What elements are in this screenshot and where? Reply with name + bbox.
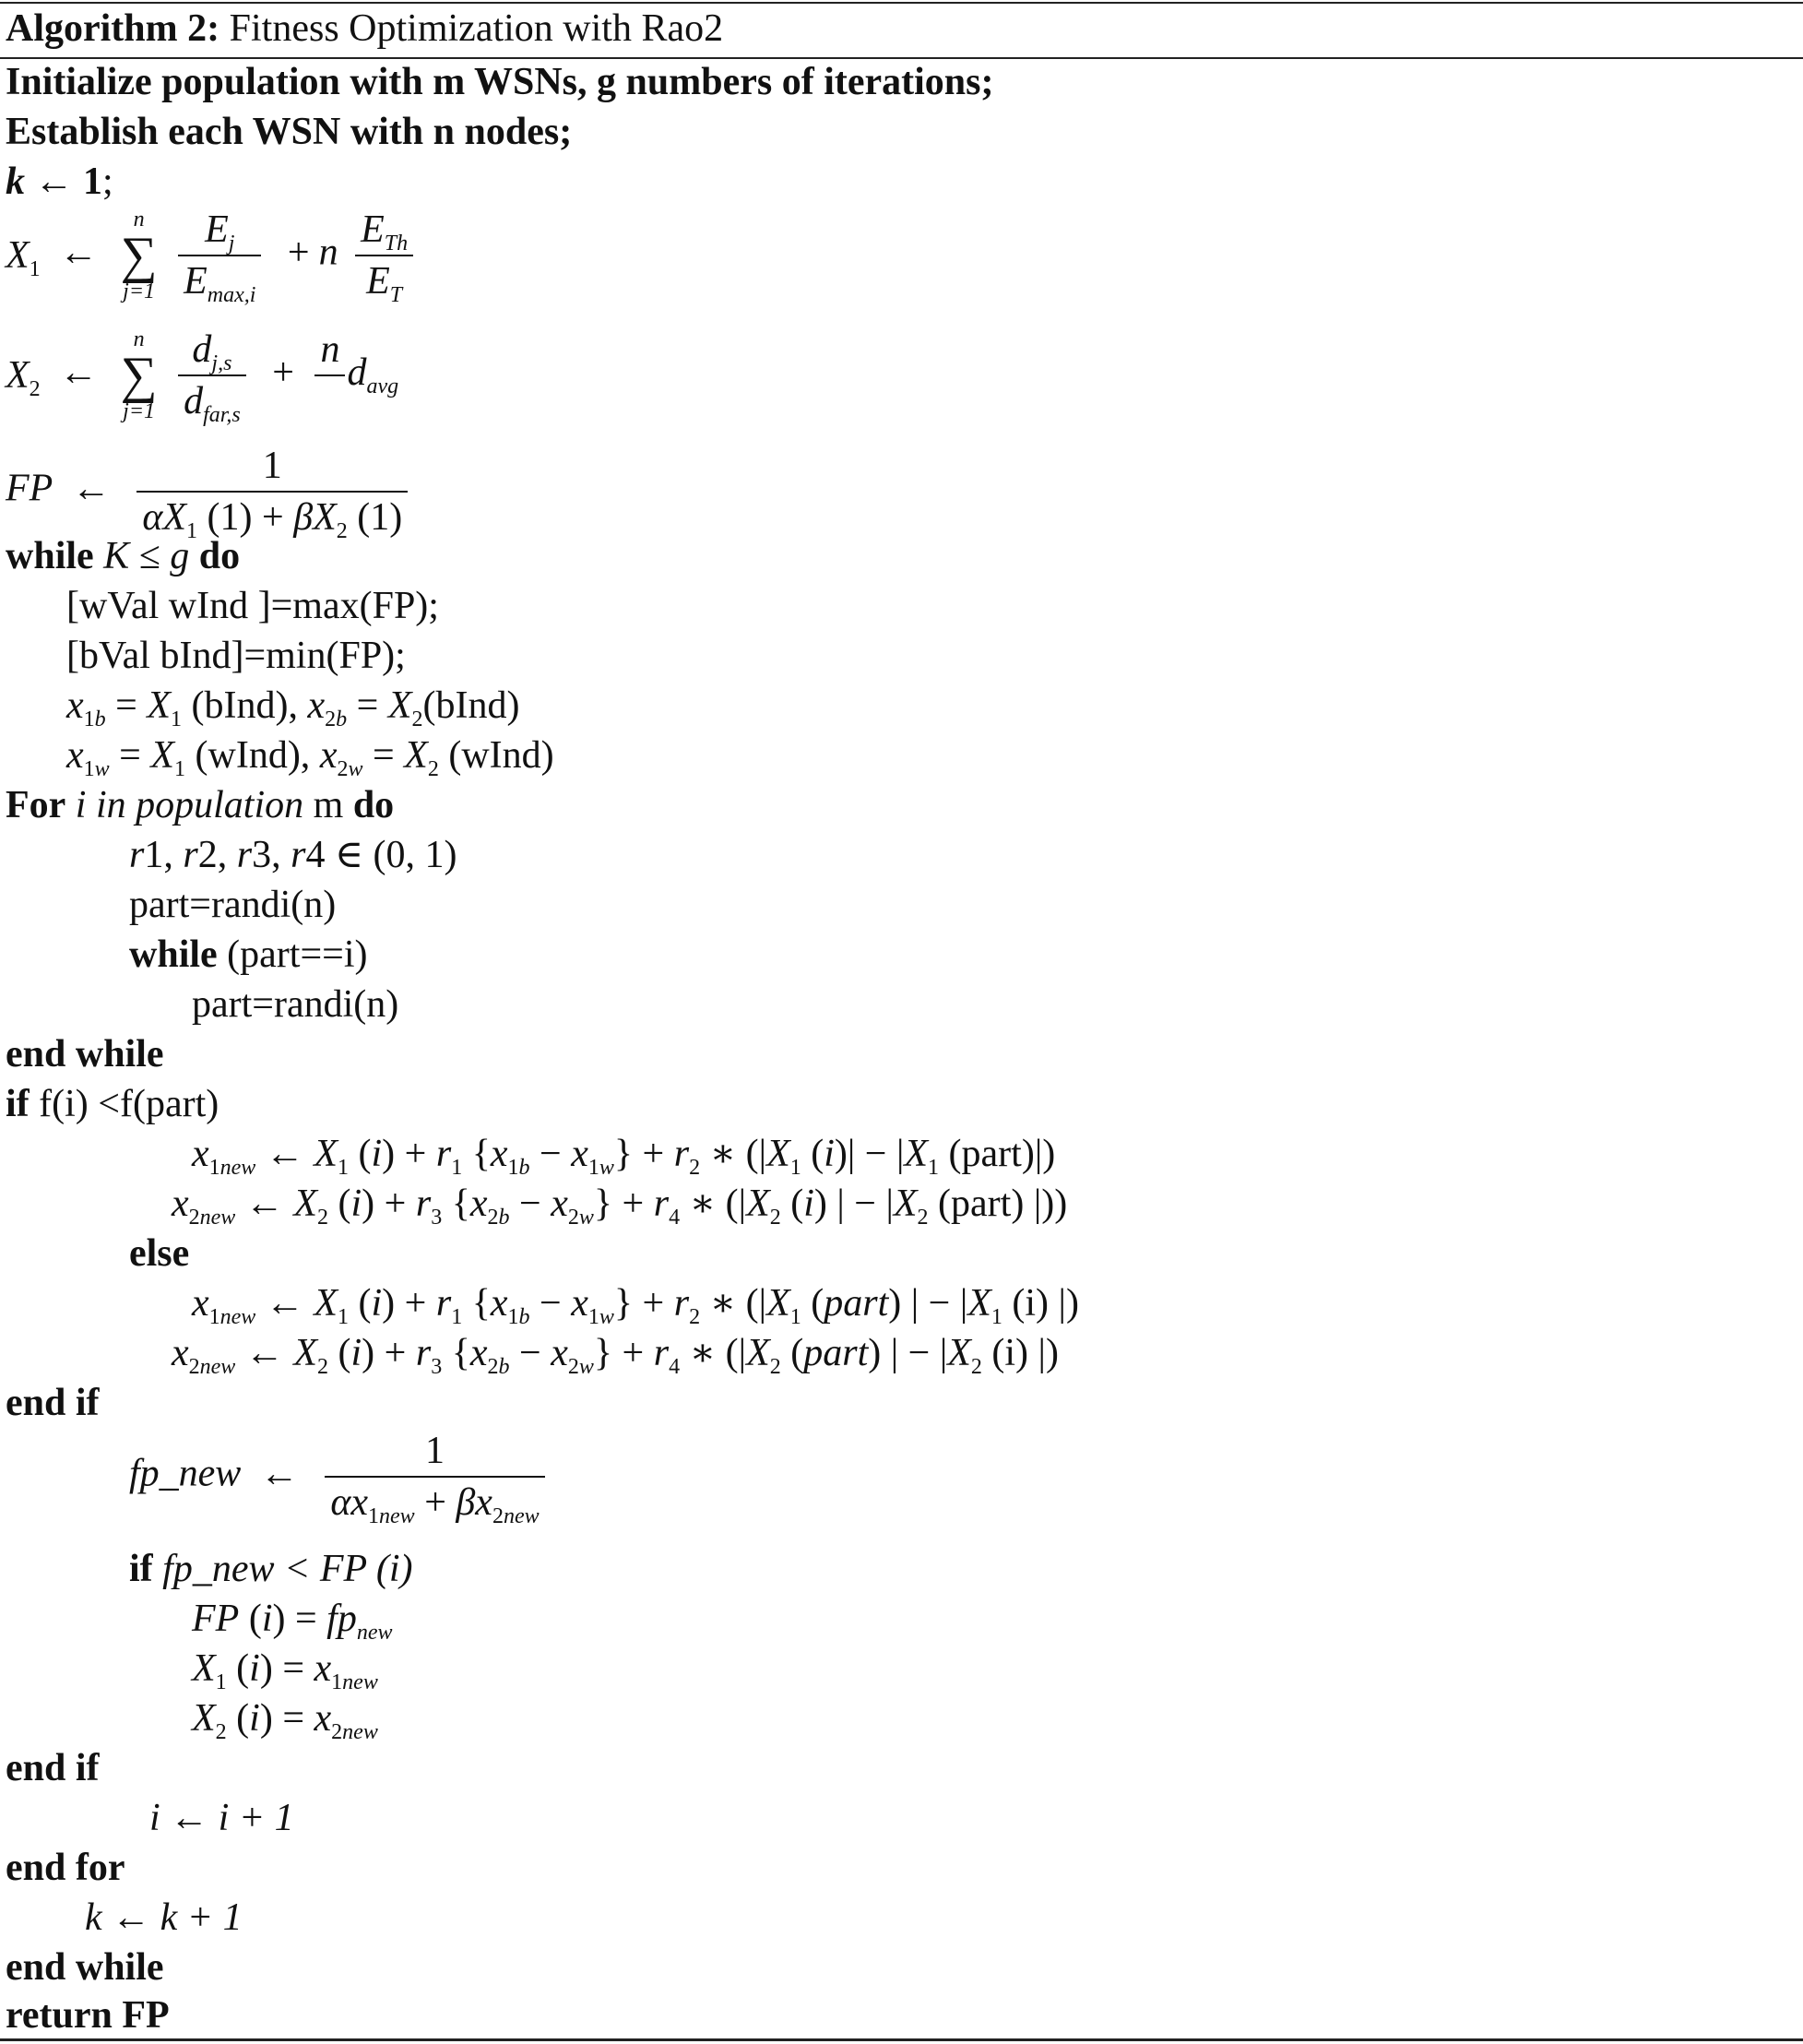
line-fp-formula: FP ← $\frac{1}{\alpha X_1 (1) + \beta X_2 (1)}$ [6,441,415,541]
if-keyword: if [6,1083,30,1125]
line-part-randi-inner [192,981,398,1028]
line-establish [6,109,572,155]
fp-fraction: $\frac{1}{\alpha X_1 (1) + \beta X_2 (1)}$ [136,441,408,542]
k-init-value: 1 [83,160,102,203]
algorithm-title: Fitness Optimization with Rao2 [219,7,724,50]
threshold-fraction: $\frac{E_{Th}}{E_T}$ [355,205,413,306]
fp-symbol: FP [6,467,53,510]
part-randi-inner-text: part=randi(n) [192,983,399,1026]
line-bval [66,633,406,679]
for-condition: i in population [75,784,304,826]
line-else [129,1230,189,1277]
line-if [6,1081,219,1127]
sum-symbol: n ∑ j=1 [120,208,158,303]
fp-new-symbol: fp_new [129,1452,242,1495]
line-part-randi [129,882,336,928]
end-while-keyword: end while [6,1033,164,1075]
while-keyword: while [6,535,94,577]
line-k-init: k ← 1; [6,160,113,203]
line-x2-assign: $X_2$ $(i) = x_{2new}$ [192,1697,378,1744]
energy-fraction: $\frac{E_j}{E_{max,i}}$ [178,205,261,306]
line-fp-new: fp_new ← $\frac{1}{\alpha x_{1new} + \beta x_{2new}}$ [129,1426,552,1529]
line-return [6,1992,170,2038]
line-while [6,533,240,579]
line-initialize [6,59,993,105]
distance-fraction: $\frac{d_{j,s}}{d_{far,s}}$ [178,325,246,426]
line-x1-assign: $X_1$ $(i) = x_{1new}$ [192,1647,378,1694]
line-i-increment [149,1795,294,1841]
while-condition: K ≤ g [103,535,190,577]
while-part-condition: (part==i) [217,933,368,976]
line-fp-assign: FP $(i) = fp_{new}$ [192,1598,393,1645]
x1-symbol: X [6,234,30,277]
line-x2-formula: $X_2$ ← n ∑ j=1 $\frac{d_{j,s}}{d_{far,s}}$ + n $d_{avg}$ [6,325,398,434]
line-end-if-2 [6,1745,100,1791]
end-for-keyword: end for [6,1847,125,1889]
bottom-rule [0,2038,1803,2041]
establish-text: Establish each WSN with n nodes; [6,111,573,153]
initialize-text: Initialize population with m WSNs, g numbers of iterations; [6,61,994,103]
line-end-while [6,1031,164,1077]
end-while-keyword: end while [6,1946,164,1989]
for-keyword: For [6,784,66,826]
wval-text: [wVal wInd ]=max(FP); [66,585,439,627]
return-text: return FP [6,1994,170,2037]
sum-symbol: n ∑ j=1 [120,327,158,423]
bval-text: [bVal bInd]=min(FP); [66,635,406,677]
k-increment-text: k ← k + 1 [85,1896,243,1939]
else-keyword: else [129,1232,190,1275]
line-if-fp-new: if fp_new < FP (i) [129,1548,413,1590]
end-if-keyword: end if [6,1382,100,1424]
top-rule [0,2,1803,4]
line-for: For i in population m do [6,784,395,826]
i-increment-text: i ← i + 1 [149,1797,294,1839]
if-condition: f(i) <f(part) [29,1083,219,1125]
while-keyword: while [129,933,218,976]
line-x2new-b: $x_{2new}$ ← $X_2$ $(i) + r_3$ $\{x_{2b} - x_{2w}\} + r_4$ ∗ ($|X_2$ (part) | − $|X_2$ (i) |) [172,1332,1059,1379]
line-k-increment [85,1895,243,1941]
part-randi-text: part=randi(n) [129,884,337,926]
line-x1new-b: $x_{1new}$ ← $X_1$ $(i) + r_1$ $\{x_{1b} - x_{1w}\} + r_2$ ∗ ($|X_1$ (part) | − $|X_1$ (i) |) [192,1282,1079,1329]
line-x1new-a: $x_{1new}$ ← $X_1$ $(i) + r_1$ $\{x_{1b} - x_{1w}\} + r_2$ ∗ ($|X_1$ $(i)| - |X_1$ (part)|) [192,1133,1056,1180]
algorithm-label: Algorithm 2: [6,7,220,50]
fp-new-fraction: $\frac{1}{\alpha x_{1new} + \beta x_{2new}}$ [325,1426,544,1527]
line-x2new-a: $x_{2new}$ ← $X_2$ $(i) + r_3$ $\{x_{2b} - x_{2w}\} + r_4$ ∗ ($|X_2$ (i) | − $|X_2$ (part) |)) [172,1182,1068,1230]
k-var: k [6,160,25,203]
line-end-while-2 [6,1944,164,1991]
if-fp-new-condition: fp_new < FP (i) [162,1548,413,1590]
line-random-r: r1, r2, r3, r4 ∈ (0, 1) [129,834,457,876]
line-xb: $x_{1b} = X_1$ (bInd), $x_{2b}$ = $X_2(bInd)$ [66,684,520,731]
line-end-if [6,1380,100,1426]
line-x1-formula: $X_1$ ← n ∑ j=1 $\frac{E_j}{E_{max,i}}$ + n $\frac{E_{Th}}{E_T}$ [6,205,421,314]
line-while-part [129,932,367,978]
line-wval [66,583,439,629]
line-end-for [6,1845,125,1891]
n-fraction: n [314,325,345,426]
x2-symbol: X [6,354,30,397]
do-keyword: do [198,535,241,577]
algorithm-header [6,6,723,52]
end-if-keyword: end if [6,1747,100,1789]
line-xw: $x_{1w} = X_1$ (wInd), $x_{2w} = X_2$ (wInd) [66,734,554,781]
